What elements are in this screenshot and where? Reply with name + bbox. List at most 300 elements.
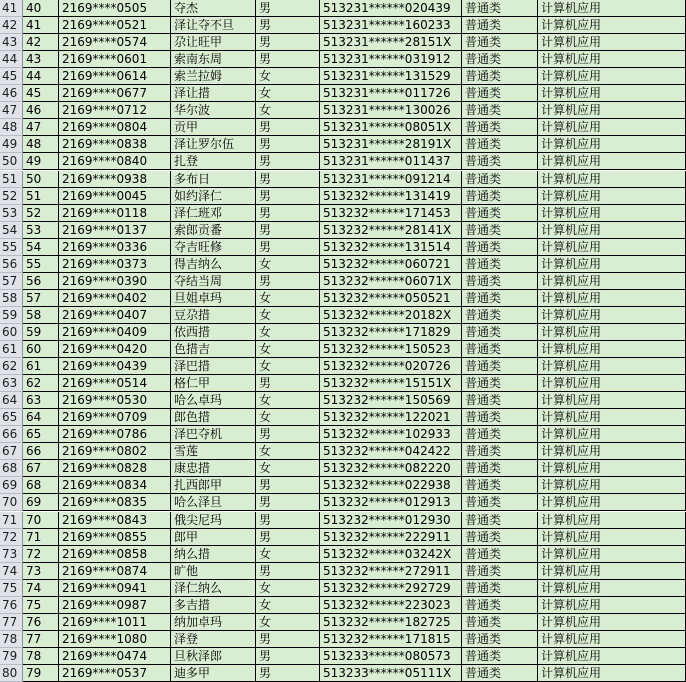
cell-id-card[interactable]: 513231******130026 (320, 102, 462, 119)
cell-name[interactable]: 泽巴夺机 (171, 426, 256, 443)
cell-name[interactable]: 索兰拉姆 (171, 68, 256, 85)
row-header[interactable]: 60 (0, 324, 23, 341)
cell-exam-id[interactable]: 2169****0409 (59, 324, 171, 341)
cell-name[interactable]: 索郎贡番 (171, 222, 256, 239)
cell-seq[interactable]: 65 (23, 426, 59, 443)
cell-major[interactable]: 计算机应用 (538, 409, 686, 426)
cell-gender[interactable]: 女 (256, 102, 320, 119)
row-header[interactable]: 41 (0, 0, 23, 17)
cell-name[interactable]: 泽仁班邓 (171, 205, 256, 222)
row-header[interactable]: 64 (0, 392, 23, 409)
cell-exam-id[interactable]: 2169****0802 (59, 443, 171, 460)
cell-seq[interactable]: 41 (23, 17, 59, 34)
cell-category[interactable]: 普通类 (462, 460, 538, 477)
cell-name[interactable]: 尕让旺甲 (171, 34, 256, 51)
cell-id-card[interactable]: 513232******222911 (320, 529, 462, 546)
cell-major[interactable]: 计算机应用 (538, 477, 686, 494)
cell-gender[interactable]: 女 (256, 597, 320, 614)
row-header[interactable]: 43 (0, 34, 23, 51)
cell-exam-id[interactable]: 2169****0874 (59, 563, 171, 580)
cell-gender[interactable]: 女 (256, 324, 320, 341)
cell-id-card[interactable]: 513232******050521 (320, 290, 462, 307)
cell-major[interactable]: 计算机应用 (538, 171, 686, 188)
cell-major[interactable]: 计算机应用 (538, 290, 686, 307)
row-header[interactable]: 54 (0, 222, 23, 239)
cell-name[interactable]: 泽让夺不旦 (171, 17, 256, 34)
cell-exam-id[interactable]: 2169****1011 (59, 614, 171, 631)
cell-seq[interactable]: 76 (23, 614, 59, 631)
cell-category[interactable]: 普通类 (462, 119, 538, 136)
cell-major[interactable]: 计算机应用 (538, 358, 686, 375)
cell-category[interactable]: 普通类 (462, 580, 538, 597)
cell-seq[interactable]: 56 (23, 273, 59, 290)
cell-seq[interactable]: 48 (23, 136, 59, 153)
cell-id-card[interactable]: 513231******011726 (320, 85, 462, 102)
cell-exam-id[interactable]: 2169****0521 (59, 17, 171, 34)
cell-id-card[interactable]: 513232******28141X (320, 222, 462, 239)
cell-gender[interactable]: 男 (256, 631, 320, 648)
cell-major[interactable]: 计算机应用 (538, 188, 686, 205)
cell-gender[interactable]: 女 (256, 546, 320, 563)
cell-category[interactable]: 普通类 (462, 358, 538, 375)
cell-gender[interactable]: 男 (256, 171, 320, 188)
row-header[interactable]: 53 (0, 205, 23, 222)
cell-name[interactable]: 泽登 (171, 631, 256, 648)
cell-seq[interactable]: 49 (23, 153, 59, 170)
cell-category[interactable]: 普通类 (462, 102, 538, 119)
cell-major[interactable]: 计算机应用 (538, 494, 686, 511)
cell-major[interactable]: 计算机应用 (538, 324, 686, 341)
row-header[interactable]: 47 (0, 102, 23, 119)
cell-category[interactable]: 普通类 (462, 597, 538, 614)
cell-major[interactable]: 计算机应用 (538, 0, 686, 17)
cell-id-card[interactable]: 513232******082220 (320, 460, 462, 477)
cell-exam-id[interactable]: 2169****0712 (59, 102, 171, 119)
cell-category[interactable]: 普通类 (462, 392, 538, 409)
cell-seq[interactable]: 52 (23, 205, 59, 222)
cell-major[interactable]: 计算机应用 (538, 222, 686, 239)
cell-name[interactable]: 泽仁纳么 (171, 580, 256, 597)
cell-name[interactable]: 夺结当周 (171, 273, 256, 290)
cell-exam-id[interactable]: 2169****0373 (59, 256, 171, 273)
cell-gender[interactable]: 女 (256, 392, 320, 409)
cell-major[interactable]: 计算机应用 (538, 153, 686, 170)
cell-exam-id[interactable]: 2169****0858 (59, 546, 171, 563)
row-header[interactable]: 76 (0, 597, 23, 614)
cell-gender[interactable]: 女 (256, 614, 320, 631)
cell-seq[interactable]: 59 (23, 324, 59, 341)
cell-name[interactable]: 扎登 (171, 153, 256, 170)
row-header[interactable]: 51 (0, 171, 23, 188)
row-header[interactable]: 63 (0, 375, 23, 392)
cell-major[interactable]: 计算机应用 (538, 392, 686, 409)
cell-seq[interactable]: 61 (23, 358, 59, 375)
cell-id-card[interactable]: 513233******05111X (320, 665, 462, 682)
cell-major[interactable]: 计算机应用 (538, 375, 686, 392)
cell-category[interactable]: 普通类 (462, 273, 538, 290)
cell-major[interactable]: 计算机应用 (538, 119, 686, 136)
cell-major[interactable]: 计算机应用 (538, 136, 686, 153)
row-header[interactable]: 73 (0, 546, 23, 563)
cell-category[interactable]: 普通类 (462, 307, 538, 324)
cell-seq[interactable]: 45 (23, 85, 59, 102)
cell-id-card[interactable]: 513231******28151X (320, 34, 462, 51)
cell-id-card[interactable]: 513232******122021 (320, 409, 462, 426)
cell-gender[interactable]: 男 (256, 477, 320, 494)
cell-id-card[interactable]: 513232******182725 (320, 614, 462, 631)
cell-seq[interactable]: 44 (23, 68, 59, 85)
cell-exam-id[interactable]: 2169****0786 (59, 426, 171, 443)
cell-exam-id[interactable]: 2169****0402 (59, 290, 171, 307)
cell-category[interactable]: 普通类 (462, 648, 538, 665)
cell-major[interactable]: 计算机应用 (538, 631, 686, 648)
cell-seq[interactable]: 63 (23, 392, 59, 409)
cell-seq[interactable]: 57 (23, 290, 59, 307)
cell-exam-id[interactable]: 2169****1080 (59, 631, 171, 648)
cell-seq[interactable]: 51 (23, 188, 59, 205)
cell-name[interactable]: 扎西郎甲 (171, 477, 256, 494)
cell-seq[interactable]: 53 (23, 222, 59, 239)
cell-seq[interactable]: 71 (23, 529, 59, 546)
cell-category[interactable]: 普通类 (462, 529, 538, 546)
cell-exam-id[interactable]: 2169****0420 (59, 341, 171, 358)
cell-category[interactable]: 普通类 (462, 85, 538, 102)
row-header[interactable]: 66 (0, 426, 23, 443)
cell-category[interactable]: 普通类 (462, 665, 538, 682)
cell-seq[interactable]: 60 (23, 341, 59, 358)
row-header[interactable]: 46 (0, 85, 23, 102)
cell-name[interactable]: 纳加卓玛 (171, 614, 256, 631)
cell-category[interactable]: 普通类 (462, 153, 538, 170)
cell-gender[interactable]: 女 (256, 85, 320, 102)
cell-exam-id[interactable]: 2169****0407 (59, 307, 171, 324)
cell-id-card[interactable]: 513232******150569 (320, 392, 462, 409)
cell-seq[interactable]: 62 (23, 375, 59, 392)
cell-id-card[interactable]: 513231******031912 (320, 51, 462, 68)
cell-seq[interactable]: 55 (23, 256, 59, 273)
cell-name[interactable]: 纳么措 (171, 546, 256, 563)
cell-category[interactable]: 普通类 (462, 256, 538, 273)
cell-name[interactable]: 贡甲 (171, 119, 256, 136)
cell-major[interactable]: 计算机应用 (538, 239, 686, 256)
cell-gender[interactable]: 女 (256, 580, 320, 597)
cell-seq[interactable]: 72 (23, 546, 59, 563)
cell-exam-id[interactable]: 2169****0843 (59, 512, 171, 529)
cell-exam-id[interactable]: 2169****0855 (59, 529, 171, 546)
cell-major[interactable]: 计算机应用 (538, 68, 686, 85)
cell-major[interactable]: 计算机应用 (538, 580, 686, 597)
cell-seq[interactable]: 43 (23, 51, 59, 68)
cell-major[interactable]: 计算机应用 (538, 443, 686, 460)
cell-exam-id[interactable]: 2169****0804 (59, 119, 171, 136)
cell-exam-id[interactable]: 2169****0439 (59, 358, 171, 375)
cell-name[interactable]: 多吉措 (171, 597, 256, 614)
cell-id-card[interactable]: 513232******042422 (320, 443, 462, 460)
cell-gender[interactable]: 男 (256, 222, 320, 239)
cell-id-card[interactable]: 513232******012913 (320, 494, 462, 511)
cell-name[interactable]: 郎色措 (171, 409, 256, 426)
cell-category[interactable]: 普通类 (462, 631, 538, 648)
cell-exam-id[interactable]: 2169****0514 (59, 375, 171, 392)
cell-id-card[interactable]: 513232******022938 (320, 477, 462, 494)
cell-gender[interactable]: 男 (256, 426, 320, 443)
cell-name[interactable]: 旦姐卓玛 (171, 290, 256, 307)
cell-id-card[interactable]: 513231******160233 (320, 17, 462, 34)
row-header[interactable]: 57 (0, 273, 23, 290)
row-header[interactable]: 71 (0, 512, 23, 529)
row-header[interactable]: 44 (0, 51, 23, 68)
row-header[interactable]: 65 (0, 409, 23, 426)
cell-name[interactable]: 索南东周 (171, 51, 256, 68)
cell-gender[interactable]: 男 (256, 375, 320, 392)
cell-seq[interactable]: 75 (23, 597, 59, 614)
cell-exam-id[interactable]: 2169****0505 (59, 0, 171, 17)
row-header[interactable]: 70 (0, 494, 23, 511)
cell-major[interactable]: 计算机应用 (538, 460, 686, 477)
cell-exam-id[interactable]: 2169****0601 (59, 51, 171, 68)
cell-gender[interactable]: 男 (256, 529, 320, 546)
row-header[interactable]: 42 (0, 17, 23, 34)
cell-id-card[interactable]: 513231******08051X (320, 119, 462, 136)
cell-gender[interactable]: 女 (256, 290, 320, 307)
cell-exam-id[interactable]: 2169****0137 (59, 222, 171, 239)
cell-gender[interactable]: 男 (256, 494, 320, 511)
cell-major[interactable]: 计算机应用 (538, 665, 686, 682)
cell-id-card[interactable]: 513232******171815 (320, 631, 462, 648)
cell-category[interactable]: 普通类 (462, 477, 538, 494)
cell-exam-id[interactable]: 2169****0474 (59, 648, 171, 665)
cell-gender[interactable]: 男 (256, 119, 320, 136)
cell-major[interactable]: 计算机应用 (538, 563, 686, 580)
cell-gender[interactable]: 女 (256, 68, 320, 85)
cell-category[interactable]: 普通类 (462, 546, 538, 563)
row-header[interactable]: 59 (0, 307, 23, 324)
cell-major[interactable]: 计算机应用 (538, 546, 686, 563)
row-header[interactable]: 61 (0, 341, 23, 358)
cell-gender[interactable]: 男 (256, 563, 320, 580)
cell-name[interactable]: 泽巴措 (171, 358, 256, 375)
cell-category[interactable]: 普通类 (462, 0, 538, 17)
cell-name[interactable]: 格仁甲 (171, 375, 256, 392)
cell-id-card[interactable]: 513232******171829 (320, 324, 462, 341)
cell-gender[interactable]: 女 (256, 443, 320, 460)
row-header[interactable]: 74 (0, 563, 23, 580)
cell-major[interactable]: 计算机应用 (538, 273, 686, 290)
cell-seq[interactable]: 42 (23, 34, 59, 51)
cell-gender[interactable]: 男 (256, 0, 320, 17)
cell-seq[interactable]: 40 (23, 0, 59, 17)
cell-major[interactable]: 计算机应用 (538, 256, 686, 273)
cell-category[interactable]: 普通类 (462, 239, 538, 256)
row-header[interactable]: 50 (0, 153, 23, 170)
cell-id-card[interactable]: 513232******131419 (320, 188, 462, 205)
cell-seq[interactable]: 58 (23, 307, 59, 324)
cell-seq[interactable]: 67 (23, 460, 59, 477)
cell-seq[interactable]: 64 (23, 409, 59, 426)
cell-name[interactable]: 色措吉 (171, 341, 256, 358)
row-header[interactable]: 79 (0, 648, 23, 665)
cell-gender[interactable]: 女 (256, 460, 320, 477)
cell-exam-id[interactable]: 2169****0987 (59, 597, 171, 614)
cell-major[interactable]: 计算机应用 (538, 614, 686, 631)
cell-name[interactable]: 多布日 (171, 171, 256, 188)
cell-name[interactable]: 泽让罗尔伍 (171, 136, 256, 153)
row-header[interactable]: 77 (0, 614, 23, 631)
cell-seq[interactable]: 54 (23, 239, 59, 256)
cell-gender[interactable]: 男 (256, 205, 320, 222)
cell-gender[interactable]: 男 (256, 665, 320, 682)
cell-seq[interactable]: 74 (23, 580, 59, 597)
cell-exam-id[interactable]: 2169****0828 (59, 460, 171, 477)
cell-major[interactable]: 计算机应用 (538, 341, 686, 358)
cell-exam-id[interactable]: 2169****0045 (59, 188, 171, 205)
cell-seq[interactable]: 79 (23, 665, 59, 682)
row-header[interactable]: 75 (0, 580, 23, 597)
cell-seq[interactable]: 46 (23, 102, 59, 119)
row-header[interactable]: 48 (0, 119, 23, 136)
cell-gender[interactable]: 男 (256, 239, 320, 256)
cell-gender[interactable]: 女 (256, 256, 320, 273)
cell-category[interactable]: 普通类 (462, 443, 538, 460)
cell-gender[interactable]: 男 (256, 17, 320, 34)
cell-major[interactable]: 计算机应用 (538, 529, 686, 546)
cell-name[interactable]: 旦秋泽郎 (171, 648, 256, 665)
cell-exam-id[interactable]: 2169****0336 (59, 239, 171, 256)
cell-seq[interactable]: 68 (23, 477, 59, 494)
cell-id-card[interactable]: 513232******150523 (320, 341, 462, 358)
cell-category[interactable]: 普通类 (462, 68, 538, 85)
row-header[interactable]: 45 (0, 68, 23, 85)
row-header[interactable]: 55 (0, 239, 23, 256)
cell-name[interactable]: 哈么泽旦 (171, 494, 256, 511)
cell-gender[interactable]: 男 (256, 136, 320, 153)
cell-category[interactable]: 普通类 (462, 222, 538, 239)
cell-category[interactable]: 普通类 (462, 136, 538, 153)
cell-id-card[interactable]: 513232******223023 (320, 597, 462, 614)
cell-major[interactable]: 计算机应用 (538, 205, 686, 222)
cell-id-card[interactable]: 513232******012930 (320, 512, 462, 529)
cell-gender[interactable]: 女 (256, 341, 320, 358)
cell-name[interactable]: 泽让措 (171, 85, 256, 102)
row-header[interactable]: 58 (0, 290, 23, 307)
cell-exam-id[interactable]: 2169****0614 (59, 68, 171, 85)
cell-gender[interactable]: 男 (256, 273, 320, 290)
cell-name[interactable]: 旷他 (171, 563, 256, 580)
cell-major[interactable]: 计算机应用 (538, 34, 686, 51)
cell-id-card[interactable]: 513231******020439 (320, 0, 462, 17)
row-header[interactable]: 56 (0, 256, 23, 273)
cell-id-card[interactable]: 513232******131514 (320, 239, 462, 256)
cell-id-card[interactable]: 513232******171453 (320, 205, 462, 222)
cell-major[interactable]: 计算机应用 (538, 307, 686, 324)
cell-exam-id[interactable]: 2169****0677 (59, 85, 171, 102)
cell-category[interactable]: 普通类 (462, 341, 538, 358)
cell-gender[interactable]: 男 (256, 51, 320, 68)
cell-name[interactable]: 如约泽仁 (171, 188, 256, 205)
cell-category[interactable]: 普通类 (462, 512, 538, 529)
cell-id-card[interactable]: 513232******102933 (320, 426, 462, 443)
cell-seq[interactable]: 78 (23, 648, 59, 665)
cell-exam-id[interactable]: 2169****0840 (59, 153, 171, 170)
cell-category[interactable]: 普通类 (462, 188, 538, 205)
cell-exam-id[interactable]: 2169****0574 (59, 34, 171, 51)
cell-seq[interactable]: 70 (23, 512, 59, 529)
row-header[interactable]: 68 (0, 460, 23, 477)
row-header[interactable]: 62 (0, 358, 23, 375)
cell-category[interactable]: 普通类 (462, 324, 538, 341)
cell-category[interactable]: 普通类 (462, 614, 538, 631)
cell-category[interactable]: 普通类 (462, 51, 538, 68)
cell-name[interactable]: 豆尕措 (171, 307, 256, 324)
cell-category[interactable]: 普通类 (462, 290, 538, 307)
cell-name[interactable]: 雪莲 (171, 443, 256, 460)
cell-exam-id[interactable]: 2169****0530 (59, 392, 171, 409)
cell-exam-id[interactable]: 2169****0835 (59, 494, 171, 511)
cell-exam-id[interactable]: 2169****0834 (59, 477, 171, 494)
cell-major[interactable]: 计算机应用 (538, 512, 686, 529)
cell-major[interactable]: 计算机应用 (538, 597, 686, 614)
cell-id-card[interactable]: 513231******28191X (320, 136, 462, 153)
cell-exam-id[interactable]: 2169****0938 (59, 171, 171, 188)
cell-name[interactable]: 迪多甲 (171, 665, 256, 682)
cell-id-card[interactable]: 513232******15151X (320, 375, 462, 392)
cell-category[interactable]: 普通类 (462, 563, 538, 580)
cell-exam-id[interactable]: 2169****0118 (59, 205, 171, 222)
cell-gender[interactable]: 女 (256, 409, 320, 426)
cell-id-card[interactable]: 513232******272911 (320, 563, 462, 580)
cell-name[interactable]: 郎甲 (171, 529, 256, 546)
row-header[interactable]: 72 (0, 529, 23, 546)
cell-name[interactable]: 依西措 (171, 324, 256, 341)
cell-category[interactable]: 普通类 (462, 171, 538, 188)
row-header[interactable]: 69 (0, 477, 23, 494)
cell-id-card[interactable]: 513232******292729 (320, 580, 462, 597)
cell-major[interactable]: 计算机应用 (538, 648, 686, 665)
cell-gender[interactable]: 男 (256, 512, 320, 529)
cell-seq[interactable]: 50 (23, 171, 59, 188)
cell-seq[interactable]: 69 (23, 494, 59, 511)
cell-exam-id[interactable]: 2169****0537 (59, 665, 171, 682)
cell-seq[interactable]: 73 (23, 563, 59, 580)
cell-gender[interactable]: 男 (256, 648, 320, 665)
cell-exam-id[interactable]: 2169****0941 (59, 580, 171, 597)
cell-seq[interactable]: 66 (23, 443, 59, 460)
cell-category[interactable]: 普通类 (462, 17, 538, 34)
row-header[interactable]: 52 (0, 188, 23, 205)
cell-name[interactable]: 华尔波 (171, 102, 256, 119)
cell-category[interactable]: 普通类 (462, 426, 538, 443)
cell-exam-id[interactable]: 2169****0709 (59, 409, 171, 426)
cell-seq[interactable]: 47 (23, 119, 59, 136)
cell-exam-id[interactable]: 2169****0390 (59, 273, 171, 290)
row-header[interactable]: 80 (0, 665, 23, 682)
cell-name[interactable]: 哈么卓玛 (171, 392, 256, 409)
row-header[interactable]: 67 (0, 443, 23, 460)
cell-id-card[interactable]: 513232******060721 (320, 256, 462, 273)
cell-gender[interactable]: 男 (256, 153, 320, 170)
cell-seq[interactable]: 77 (23, 631, 59, 648)
row-header[interactable]: 78 (0, 631, 23, 648)
row-header[interactable]: 49 (0, 136, 23, 153)
cell-major[interactable]: 计算机应用 (538, 85, 686, 102)
cell-name[interactable]: 康忠措 (171, 460, 256, 477)
cell-major[interactable]: 计算机应用 (538, 51, 686, 68)
cell-major[interactable]: 计算机应用 (538, 17, 686, 34)
cell-category[interactable]: 普通类 (462, 34, 538, 51)
cell-category[interactable]: 普通类 (462, 205, 538, 222)
cell-name[interactable]: 俄尖尼玛 (171, 512, 256, 529)
cell-id-card[interactable]: 513231******091214 (320, 171, 462, 188)
